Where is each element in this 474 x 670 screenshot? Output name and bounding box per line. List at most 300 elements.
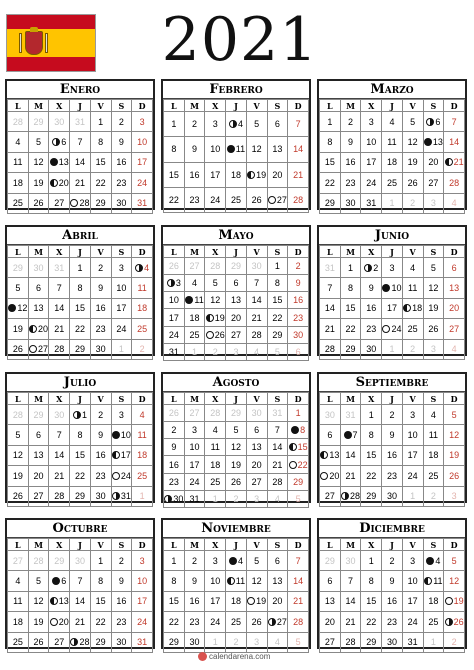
day-number: 13 <box>329 450 340 461</box>
day-number: 5 <box>451 409 457 420</box>
day-number: 16 <box>366 303 377 314</box>
day-cell <box>49 112 70 132</box>
day-number: 29 <box>54 555 65 566</box>
day-cell <box>402 425 423 445</box>
day-number: 22 <box>366 470 377 481</box>
weekday-header: L <box>8 100 29 112</box>
day-cell <box>423 445 444 465</box>
day-number: 10 <box>210 144 221 155</box>
day-number: 1 <box>171 119 177 130</box>
weekday-header: V <box>402 100 423 112</box>
day-cell <box>382 339 403 359</box>
day-cell <box>226 309 247 326</box>
day-cell <box>164 343 185 360</box>
day-number: 27 <box>54 198 65 209</box>
day-number: 8 <box>171 576 177 587</box>
day-cell <box>184 632 205 652</box>
day-number: 20 <box>251 459 262 470</box>
day-cell <box>28 173 49 193</box>
last-quarter-moon-icon <box>227 577 235 585</box>
month-title: Agosto <box>163 374 309 392</box>
day-cell <box>361 445 382 465</box>
day-cell <box>8 571 29 591</box>
day-cell <box>111 339 132 359</box>
day-number: 11 <box>433 576 443 587</box>
day-cell <box>267 439 288 456</box>
day-number: 28 <box>54 491 65 502</box>
day-cell <box>382 591 403 611</box>
day-number: 28 <box>251 329 262 340</box>
day-number: 17 <box>168 312 179 323</box>
day-cell <box>288 343 309 360</box>
day-cell <box>444 591 465 611</box>
day-cell <box>49 551 70 571</box>
day-number: 30 <box>251 261 262 272</box>
day-cell <box>28 319 49 339</box>
day-number: 2 <box>451 637 457 648</box>
day-number: 9 <box>389 430 395 441</box>
day-number: 20 <box>33 470 44 481</box>
weekday-header: V <box>402 246 423 258</box>
day-cell <box>382 405 403 425</box>
day-number: 15 <box>74 450 85 461</box>
day-number: 27 <box>251 476 262 487</box>
day-number: 4 <box>430 409 436 420</box>
day-number: 29 <box>345 344 356 355</box>
day-cell <box>246 162 267 187</box>
day-cell <box>267 292 288 309</box>
day-number: 23 <box>95 323 106 334</box>
day-cell <box>246 632 267 652</box>
day-number: 3 <box>118 262 124 273</box>
day-number: 3 <box>410 409 416 420</box>
day-cell <box>164 490 185 507</box>
day-number: 19 <box>407 157 418 168</box>
day-cell <box>444 258 465 278</box>
day-cell <box>8 319 29 339</box>
day-number: 15 <box>95 157 106 168</box>
day-cell <box>382 425 403 445</box>
day-cell <box>402 112 423 132</box>
day-number: 16 <box>189 596 200 607</box>
day-number: 27 <box>276 616 287 627</box>
day-cell <box>423 571 444 591</box>
day-number: 4 <box>274 637 280 648</box>
day-number: 4 <box>237 119 243 130</box>
day-number: 6 <box>274 555 280 566</box>
day-cell <box>8 132 29 152</box>
day-number: 15 <box>168 169 179 180</box>
last-quarter-moon-icon <box>50 597 58 605</box>
day-cell <box>444 425 465 445</box>
day-cell <box>184 473 205 490</box>
day-number: 29 <box>293 476 304 487</box>
day-number: 3 <box>212 119 218 130</box>
day-cell <box>320 152 341 172</box>
day-number: 23 <box>386 616 397 627</box>
day-cell <box>184 422 205 439</box>
day-cell <box>340 339 361 359</box>
last-quarter-moon-icon <box>112 451 120 459</box>
last-quarter-moon-icon <box>206 314 214 322</box>
day-number: 8 <box>368 576 374 587</box>
day-cell <box>246 473 267 490</box>
day-number: 6 <box>61 137 67 148</box>
day-number: 31 <box>345 409 356 420</box>
day-cell <box>288 422 309 439</box>
day-number: 30 <box>251 408 262 419</box>
month-title: Diciembre <box>319 520 465 538</box>
day-number: 24 <box>168 329 179 340</box>
day-cell <box>90 551 111 571</box>
weekday-header: J <box>70 100 91 112</box>
day-number: 12 <box>230 442 241 453</box>
day-number: 15 <box>366 450 377 461</box>
day-number: 29 <box>366 637 377 648</box>
day-number: 30 <box>386 491 397 502</box>
day-number: 30 <box>189 637 200 648</box>
day-cell <box>111 486 132 506</box>
weekday-header: D <box>288 100 309 112</box>
day-number: 11 <box>407 283 418 294</box>
day-number: 19 <box>33 177 44 188</box>
day-number: 26 <box>251 194 262 205</box>
day-number: 3 <box>368 116 374 127</box>
full-moon-icon <box>268 196 276 204</box>
day-cell <box>340 152 361 172</box>
day-number: 22 <box>95 177 106 188</box>
day-number: 22 <box>74 323 85 334</box>
day-cell <box>132 112 153 132</box>
day-cell <box>132 486 153 506</box>
day-cell <box>340 132 361 152</box>
weekday-header: M <box>184 246 205 258</box>
day-cell <box>49 486 70 506</box>
day-cell <box>320 612 341 632</box>
day-cell <box>132 319 153 339</box>
day-cell <box>49 632 70 652</box>
day-number: 10 <box>407 430 418 441</box>
day-number: 14 <box>449 137 460 148</box>
day-cell <box>8 173 29 193</box>
day-number: 11 <box>137 430 147 441</box>
day-number: 28 <box>350 491 361 502</box>
day-cell <box>361 486 382 506</box>
day-cell <box>226 137 247 162</box>
day-number: 9 <box>98 430 104 441</box>
day-number: 13 <box>230 295 241 306</box>
day-number: 18 <box>412 303 423 314</box>
day-number: 1 <box>98 555 104 566</box>
day-number: 3 <box>430 198 436 209</box>
weekday-header: D <box>444 246 465 258</box>
day-cell <box>361 112 382 132</box>
day-number: 23 <box>366 323 377 334</box>
day-number: 23 <box>293 312 304 323</box>
day-cell <box>49 193 70 213</box>
day-cell <box>226 473 247 490</box>
footer-text: calendarena.com <box>209 652 271 661</box>
day-number: 5 <box>295 493 301 504</box>
day-number: 10 <box>366 137 377 148</box>
last-quarter-moon-icon <box>403 304 411 312</box>
day-cell <box>246 612 267 632</box>
day-cell <box>205 439 226 456</box>
weekday-header: L <box>8 539 29 551</box>
day-number: 30 <box>324 409 335 420</box>
day-cell <box>340 551 361 571</box>
day-number: 8 <box>98 576 104 587</box>
weekday-header: S <box>423 539 444 551</box>
day-number: 30 <box>116 637 127 648</box>
day-number: 6 <box>36 430 42 441</box>
day-cell <box>28 551 49 571</box>
month-title: Julio <box>7 374 153 392</box>
day-number: 2 <box>118 116 124 127</box>
day-cell <box>184 309 205 326</box>
day-number: 17 <box>407 596 418 607</box>
day-cell <box>320 193 341 213</box>
day-cell <box>49 571 70 591</box>
day-cell <box>132 571 153 591</box>
day-number: 24 <box>210 616 221 627</box>
day-cell <box>382 278 403 298</box>
day-cell <box>288 551 309 571</box>
day-number: 6 <box>254 425 260 436</box>
day-cell <box>340 173 361 193</box>
day-cell <box>70 405 91 425</box>
day-number: 8 <box>274 278 280 289</box>
day-number: 3 <box>410 555 416 566</box>
day-cell <box>246 343 267 360</box>
day-cell <box>90 112 111 132</box>
weekday-header: X <box>205 393 226 405</box>
day-number: 2 <box>233 637 239 648</box>
day-cell <box>402 466 423 486</box>
day-number: 18 <box>386 157 397 168</box>
day-cell <box>226 162 247 187</box>
weekday-header: V <box>90 393 111 405</box>
weekday-header: S <box>267 246 288 258</box>
day-cell <box>184 275 205 292</box>
day-number: 1 <box>295 408 301 419</box>
day-cell <box>423 319 444 339</box>
day-number: 21 <box>293 169 304 180</box>
day-cell <box>70 486 91 506</box>
day-cell <box>288 591 309 611</box>
month-febrero <box>161 79 311 210</box>
weekday-header: V <box>246 393 267 405</box>
day-number: 26 <box>251 616 262 627</box>
day-cell <box>267 258 288 275</box>
day-number: 20 <box>38 323 49 334</box>
day-number: 9 <box>368 283 374 294</box>
day-cell <box>164 439 185 456</box>
day-number: 25 <box>230 616 241 627</box>
day-cell <box>28 632 49 652</box>
day-cell <box>361 632 382 652</box>
weekday-header: J <box>382 246 403 258</box>
full-moon-icon <box>70 199 78 207</box>
day-cell <box>184 258 205 275</box>
day-number: 23 <box>116 616 127 627</box>
month-abril <box>5 225 155 356</box>
day-cell <box>402 132 423 152</box>
month-noviembre <box>161 518 311 649</box>
day-number: 4 <box>192 278 198 289</box>
day-number: 21 <box>324 323 335 334</box>
weekday-header: V <box>90 100 111 112</box>
day-number: 20 <box>230 312 241 323</box>
day-cell <box>444 298 465 318</box>
day-number: 16 <box>116 596 127 607</box>
full-moon-icon <box>247 597 255 605</box>
day-number: 6 <box>295 346 301 357</box>
day-cell <box>423 486 444 506</box>
day-cell <box>90 571 111 591</box>
day-number: 10 <box>120 430 131 441</box>
new-moon-icon <box>382 284 390 292</box>
day-number: 30 <box>116 198 127 209</box>
day-cell <box>444 152 465 172</box>
day-cell <box>8 445 29 465</box>
day-number: 18 <box>210 459 221 470</box>
day-number: 24 <box>137 177 148 188</box>
day-number: 31 <box>366 198 377 209</box>
day-number: 4 <box>451 344 457 355</box>
day-cell <box>382 486 403 506</box>
day-cell <box>132 278 153 298</box>
day-number: 7 <box>352 430 358 441</box>
day-number: 16 <box>293 295 304 306</box>
day-number: 2 <box>430 491 436 502</box>
last-quarter-moon-icon <box>424 577 432 585</box>
day-cell <box>184 137 205 162</box>
day-number: 16 <box>386 596 397 607</box>
day-number: 26 <box>230 476 241 487</box>
day-number: 12 <box>428 283 439 294</box>
day-cell <box>184 551 205 571</box>
weekday-header: V <box>246 246 267 258</box>
last-quarter-moon-icon <box>29 325 37 333</box>
day-number: 2 <box>212 346 218 357</box>
day-number: 25 <box>12 637 23 648</box>
day-number: 12 <box>33 157 44 168</box>
coat-of-arms-icon <box>25 31 43 55</box>
day-cell <box>70 425 91 445</box>
day-number: 31 <box>168 346 179 357</box>
day-number: 20 <box>58 177 69 188</box>
day-cell <box>49 339 70 359</box>
day-number: 28 <box>54 344 65 355</box>
day-number: 2 <box>295 261 301 272</box>
day-cell <box>8 551 29 571</box>
day-cell <box>361 405 382 425</box>
day-number: 29 <box>74 344 85 355</box>
day-cell <box>444 173 465 193</box>
day-number: 26 <box>428 323 439 334</box>
weekday-header: V <box>246 100 267 112</box>
day-cell <box>288 258 309 275</box>
weekday-header: L <box>320 393 341 405</box>
day-cell <box>70 278 91 298</box>
day-number: 4 <box>410 262 416 273</box>
day-number: 29 <box>366 491 377 502</box>
day-number: 3 <box>430 344 436 355</box>
day-number: 24 <box>407 616 418 627</box>
day-cell <box>90 173 111 193</box>
first-quarter-moon-icon <box>341 492 349 500</box>
day-number: 11 <box>387 137 397 148</box>
day-cell <box>70 339 91 359</box>
day-cell <box>361 591 382 611</box>
day-number: 13 <box>33 303 44 314</box>
day-cell <box>70 591 91 611</box>
day-number: 3 <box>192 425 198 436</box>
month-enero <box>5 79 155 210</box>
day-number: 31 <box>137 198 148 209</box>
day-cell <box>164 137 185 162</box>
day-cell <box>402 278 423 298</box>
day-number: 7 <box>295 119 301 130</box>
day-number: 12 <box>251 144 262 155</box>
day-cell <box>267 551 288 571</box>
weekday-header: X <box>49 539 70 551</box>
day-number: 17 <box>137 596 148 607</box>
day-cell <box>90 591 111 611</box>
day-number: 17 <box>189 459 200 470</box>
day-number: 19 <box>12 470 23 481</box>
day-number: 28 <box>79 637 90 648</box>
day-cell <box>90 278 111 298</box>
day-cell <box>288 612 309 632</box>
day-cell <box>111 551 132 571</box>
day-cell <box>226 112 247 137</box>
weekday-header: J <box>226 100 247 112</box>
weekday-header: V <box>90 246 111 258</box>
day-cell <box>70 612 91 632</box>
day-number: 6 <box>274 119 280 130</box>
day-cell <box>164 112 185 137</box>
day-number: 26 <box>33 637 44 648</box>
day-number: 12 <box>12 450 23 461</box>
day-number: 13 <box>58 596 69 607</box>
day-cell <box>111 612 132 632</box>
day-cell <box>184 343 205 360</box>
day-cell <box>132 466 153 486</box>
day-cell <box>382 466 403 486</box>
day-cell <box>226 490 247 507</box>
day-number: 27 <box>189 261 200 272</box>
day-cell <box>184 612 205 632</box>
day-number: 1 <box>368 409 374 420</box>
day-number: 20 <box>329 470 340 481</box>
day-cell <box>288 632 309 652</box>
day-cell <box>361 193 382 213</box>
day-number: 18 <box>12 616 23 627</box>
day-cell <box>205 490 226 507</box>
day-cell <box>28 405 49 425</box>
weekday-header: D <box>288 246 309 258</box>
day-cell <box>164 456 185 473</box>
weekday-header: S <box>111 100 132 112</box>
day-cell <box>320 132 341 152</box>
day-number: 10 <box>116 283 127 294</box>
day-cell <box>340 278 361 298</box>
day-cell <box>90 339 111 359</box>
day-number: 29 <box>324 198 335 209</box>
day-number: 30 <box>33 262 44 273</box>
